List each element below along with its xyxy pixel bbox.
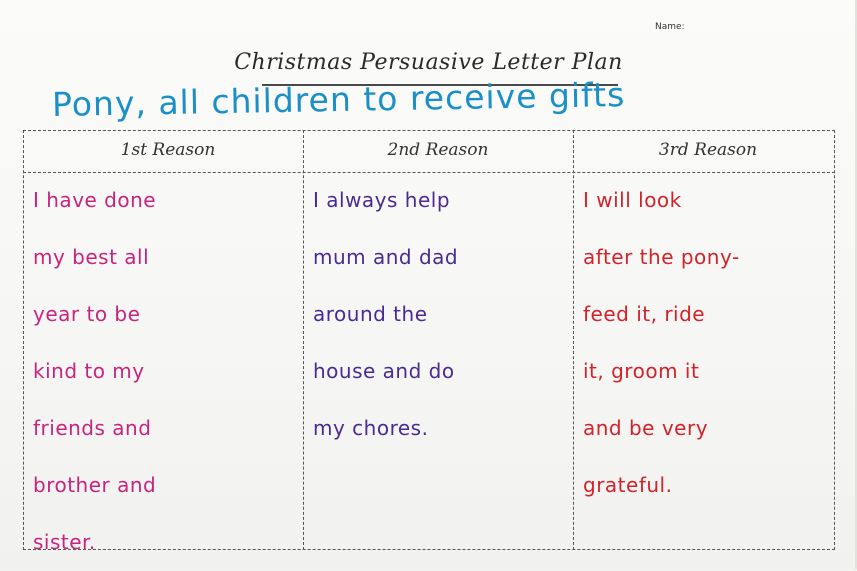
reason-1-line: I have done <box>33 188 157 212</box>
column-header-1st-reason: 1st Reason <box>120 140 216 160</box>
column-header-2nd-reason: 2nd Reason <box>387 140 489 160</box>
page-title: Christmas Persuasive Letter Plan <box>234 50 623 75</box>
reason-1-line: brother and <box>33 473 157 497</box>
reason-1-line: kind to my <box>33 359 145 383</box>
reason-2-line: I always help <box>313 188 451 212</box>
reason-1-text <box>33 172 303 571</box>
column-divider-1 <box>303 130 304 550</box>
reason-2-line: my chores. <box>313 416 429 440</box>
reason-1-line: sister. <box>33 530 96 554</box>
reason-1-line: my best all <box>33 245 150 269</box>
reason-3-line: after the pony- <box>583 245 740 269</box>
reason-3-line: and be very <box>583 416 709 440</box>
reason-2-line: around the <box>313 302 428 326</box>
reason-3-line: feed it, ride <box>583 302 706 326</box>
reason-2-line: mum and dad <box>313 245 459 269</box>
reason-3-line: I will look <box>583 188 682 212</box>
letter-subject: Pony, all children to receive gifts <box>51 75 626 124</box>
reason-1-line: friends and <box>33 416 152 440</box>
name-label: Name: <box>655 22 685 32</box>
reason-3-text <box>583 172 853 514</box>
reason-3-line: it, groom it <box>583 359 700 383</box>
column-header-3rd-reason: 3rd Reason <box>658 140 758 160</box>
reason-1-line: year to be <box>33 302 141 326</box>
reason-2-text <box>313 172 583 457</box>
reason-3-line: grateful. <box>583 473 673 497</box>
reason-2-line: house and do <box>313 359 455 383</box>
